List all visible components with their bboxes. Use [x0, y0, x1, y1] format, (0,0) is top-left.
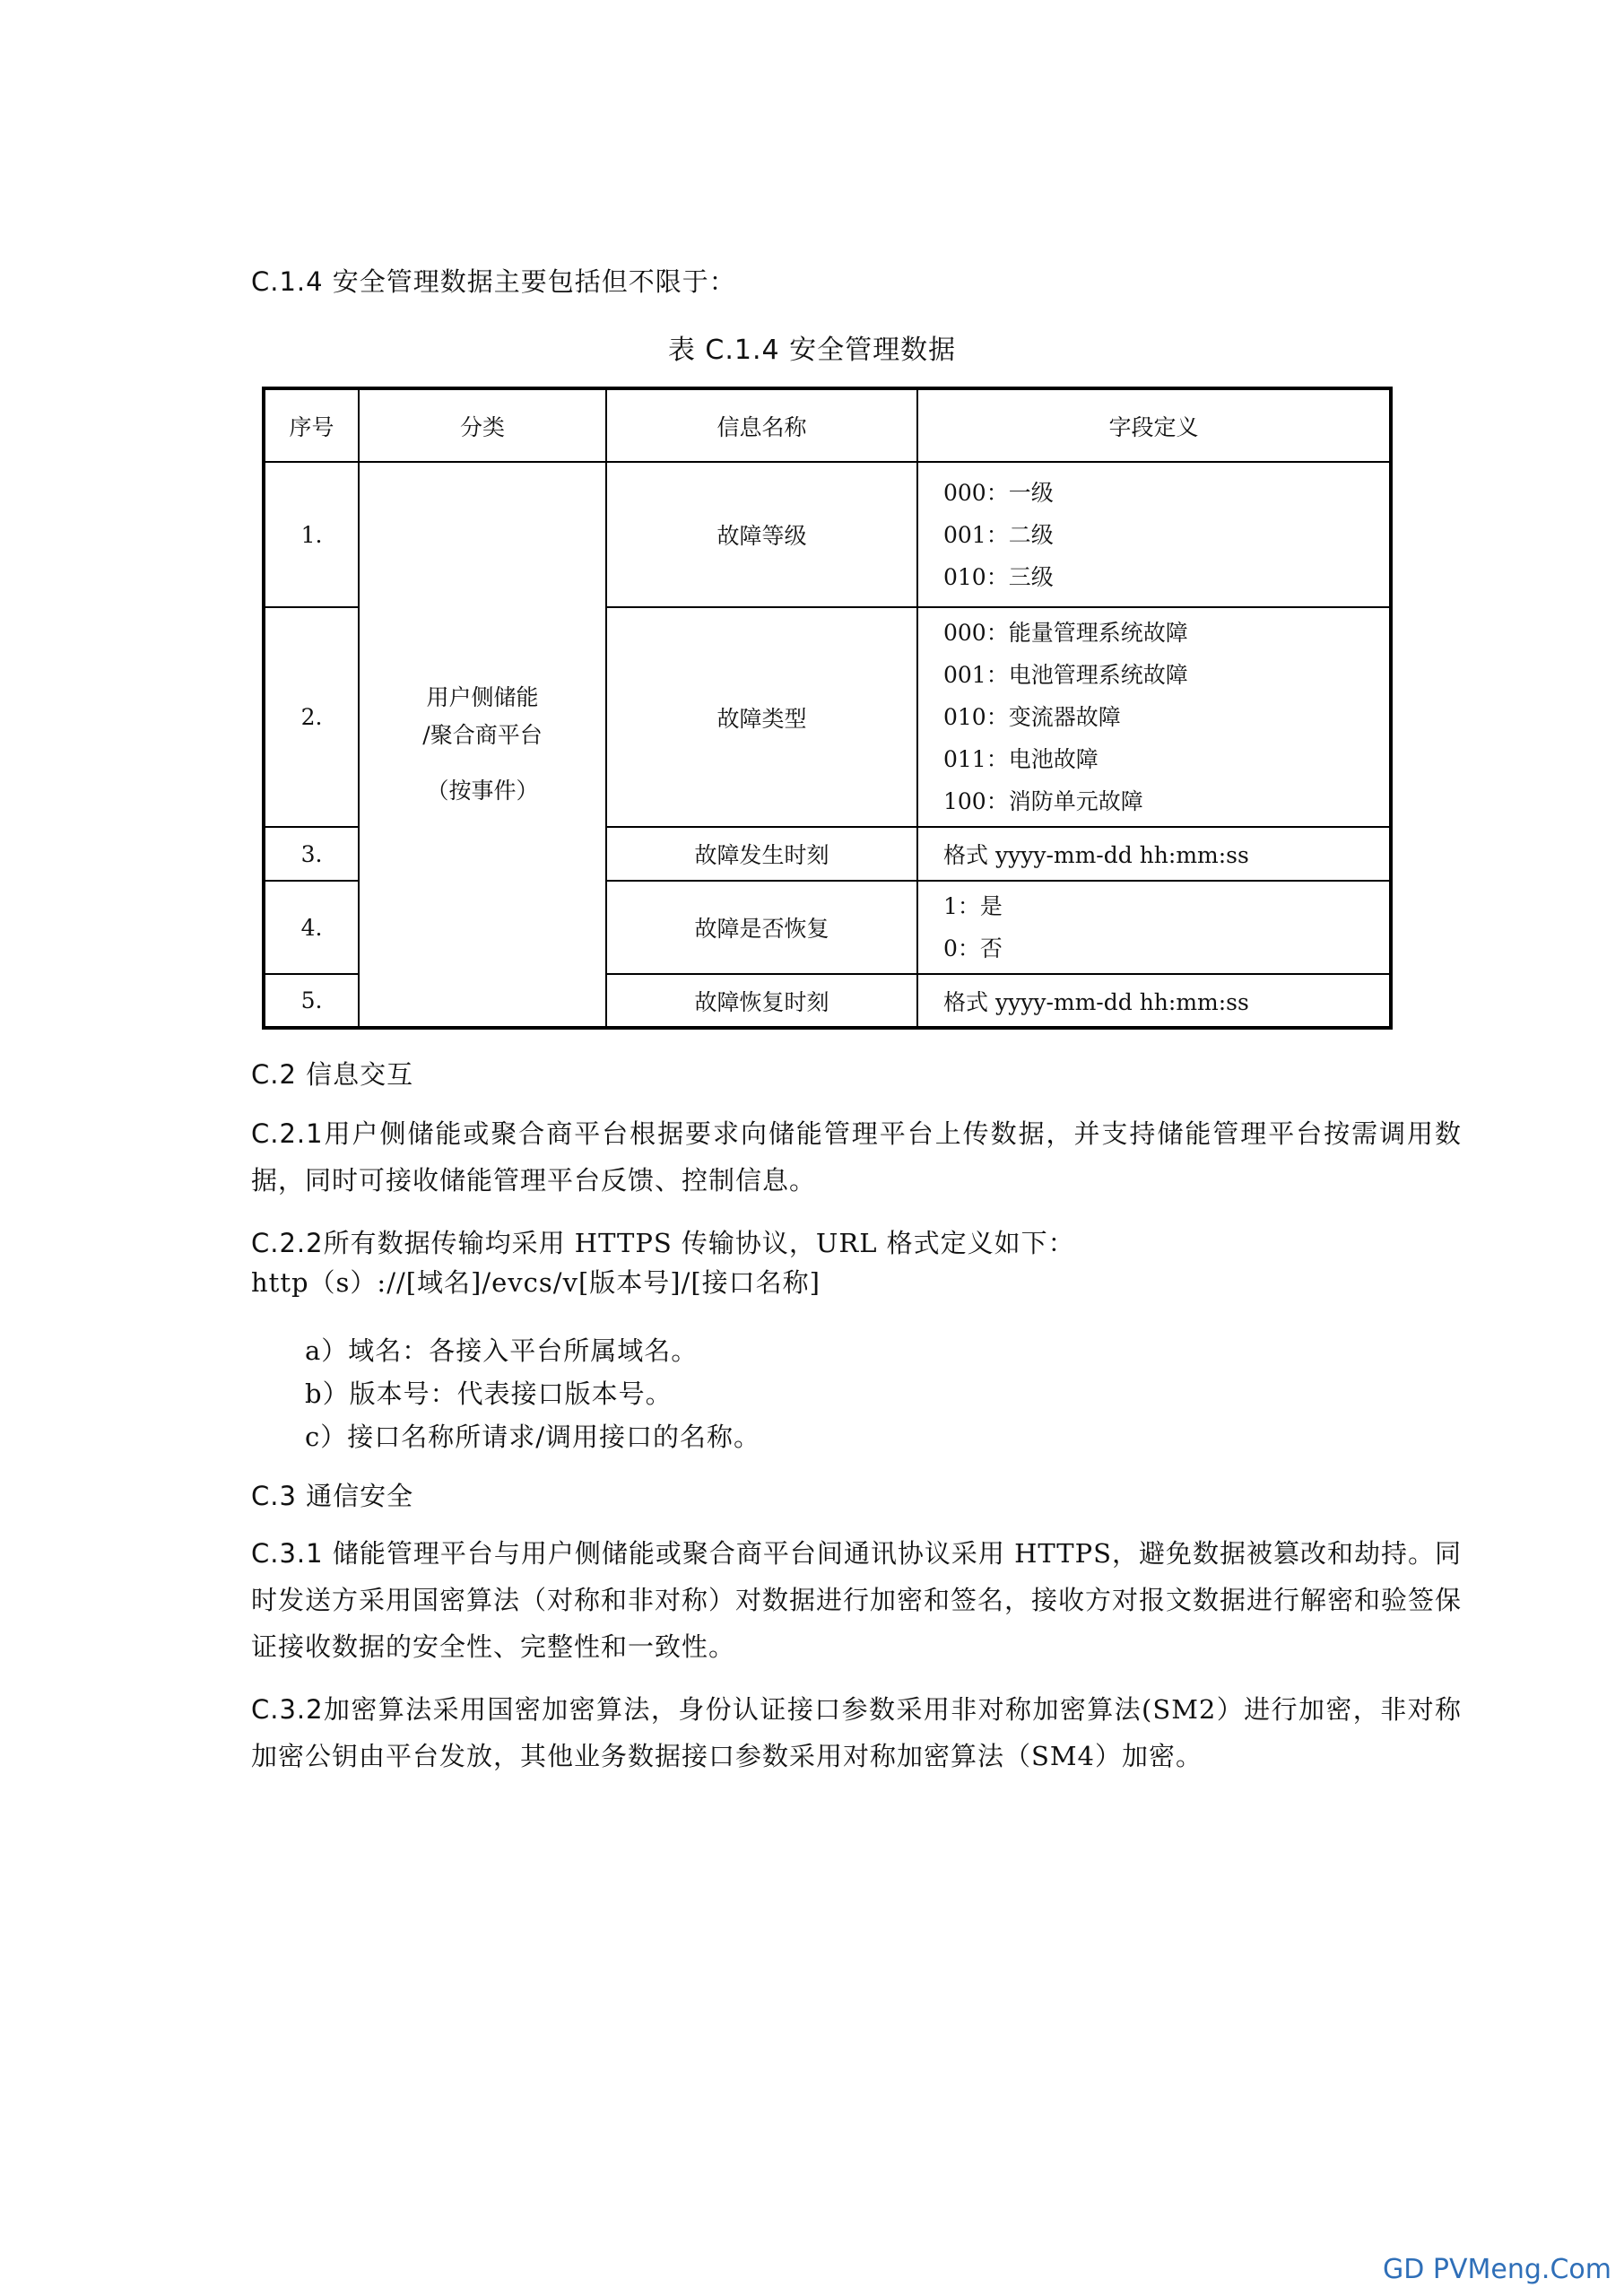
table-row — [264, 462, 1391, 607]
def-line: 011：电池故障 — [943, 746, 1099, 772]
row-field-def — [917, 827, 1391, 881]
def-line: 010：三级 — [943, 563, 1054, 590]
row-no: 5. — [264, 974, 359, 1028]
clause-text: 用户侧储能或聚合商平台根据要求向储能管理平台上传数据，并支持储能管理平台按需调用数据，同时可接收储能管理平台反馈、控制信息。 — [251, 1118, 1462, 1196]
category-line: /聚合商平台 — [422, 722, 543, 748]
header-category: 分类 — [359, 388, 606, 462]
row-field-def — [917, 881, 1391, 974]
clause-text: 储能管理平台与用户侧储能或聚合商平台间通讯协议采用 HTTPS，避免数据被篡改和劫持。同时发送方采用国密算法（对称和非对称）对数据进行加密和签名，接收方对报文数据进行解密和验签保证接收数据的安全性、完整性和一致性。 — [251, 1538, 1463, 1662]
clause-number: C.2.1 — [251, 1118, 324, 1149]
category-line: （按事件） — [426, 778, 539, 804]
row-info-name: 故障类型 — [606, 607, 917, 827]
header-field-def: 字段定义 — [917, 388, 1391, 462]
row-field-def — [917, 462, 1391, 607]
def-line: 格式 yyyy-mm-dd hh:mm:ss — [943, 988, 1249, 1015]
list-item: a）域名：各接入平台所属域名。 — [305, 1335, 699, 1366]
def-line: 000：能量管理系统故障 — [943, 620, 1188, 646]
row-field-def — [917, 974, 1391, 1028]
watermark: GD PVMeng.Com — [1383, 2254, 1611, 2285]
clause-text: 加密算法采用国密加密算法，身份认证接口参数采用非对称加密算法(SM2）进行加密，非对称加密公钥由平台发放，其他业务数据接口参数采用对称加密算法（SM4）加密。 — [251, 1694, 1462, 1771]
header-no: 序号 — [264, 388, 359, 462]
paragraph-c21 — [251, 1110, 1462, 1204]
category-cell — [359, 462, 606, 1028]
row-field-def — [917, 607, 1391, 827]
list-item: b）版本号：代表接口版本号。 — [305, 1378, 673, 1409]
row-no: 1. — [264, 462, 359, 607]
row-info-name: 故障等级 — [606, 462, 917, 607]
row-info-name: 故障是否恢复 — [606, 881, 917, 974]
row-no: 4. — [264, 881, 359, 974]
row-info-name: 故障发生时刻 — [606, 827, 917, 881]
paragraph-c31 — [251, 1530, 1462, 1670]
security-data-table — [262, 387, 1393, 1030]
table-header-row — [264, 388, 1391, 462]
clause-text: 所有数据传输均采用 HTTPS 传输协议，URL 格式定义如下： — [323, 1228, 1075, 1258]
def-line: 000：一级 — [943, 479, 1054, 506]
url-format: http（s）://[域名]/evcs/v[版本号]/[接口名称] — [251, 1267, 821, 1298]
category-line: 用户侧储能 — [426, 684, 539, 710]
def-line: 001：二级 — [943, 521, 1054, 548]
def-line: 格式 yyyy-mm-dd hh:mm:ss — [943, 842, 1249, 868]
clause-number: C.3.1 — [251, 1538, 324, 1569]
row-no: 3. — [264, 827, 359, 881]
section-heading-c2: C.2 信息交互 — [251, 1059, 414, 1090]
row-no: 2. — [264, 607, 359, 827]
section-heading-c14: C.1.4 安全管理数据主要包括但不限于： — [251, 266, 736, 297]
section-heading-c3: C.3 通信安全 — [251, 1481, 414, 1511]
def-line: 001：电池管理系统故障 — [943, 662, 1188, 688]
header-info-name: 信息名称 — [606, 388, 917, 462]
clause-number: C.3.2 — [251, 1694, 324, 1725]
paragraph-c22 — [251, 1220, 1462, 1266]
def-line: 100：消防单元故障 — [943, 788, 1143, 814]
clause-number: C.2.2 — [251, 1228, 324, 1258]
paragraph-c32 — [251, 1686, 1462, 1779]
def-line: 010：变流器故障 — [943, 704, 1121, 730]
def-line: 0：否 — [943, 935, 1003, 961]
table-caption: 表 C.1.4 安全管理数据 — [667, 335, 957, 366]
row-info-name: 故障恢复时刻 — [606, 974, 917, 1028]
def-line: 1：是 — [943, 893, 1003, 919]
list-item: c）接口名称所请求/调用接口的名称。 — [305, 1422, 761, 1452]
